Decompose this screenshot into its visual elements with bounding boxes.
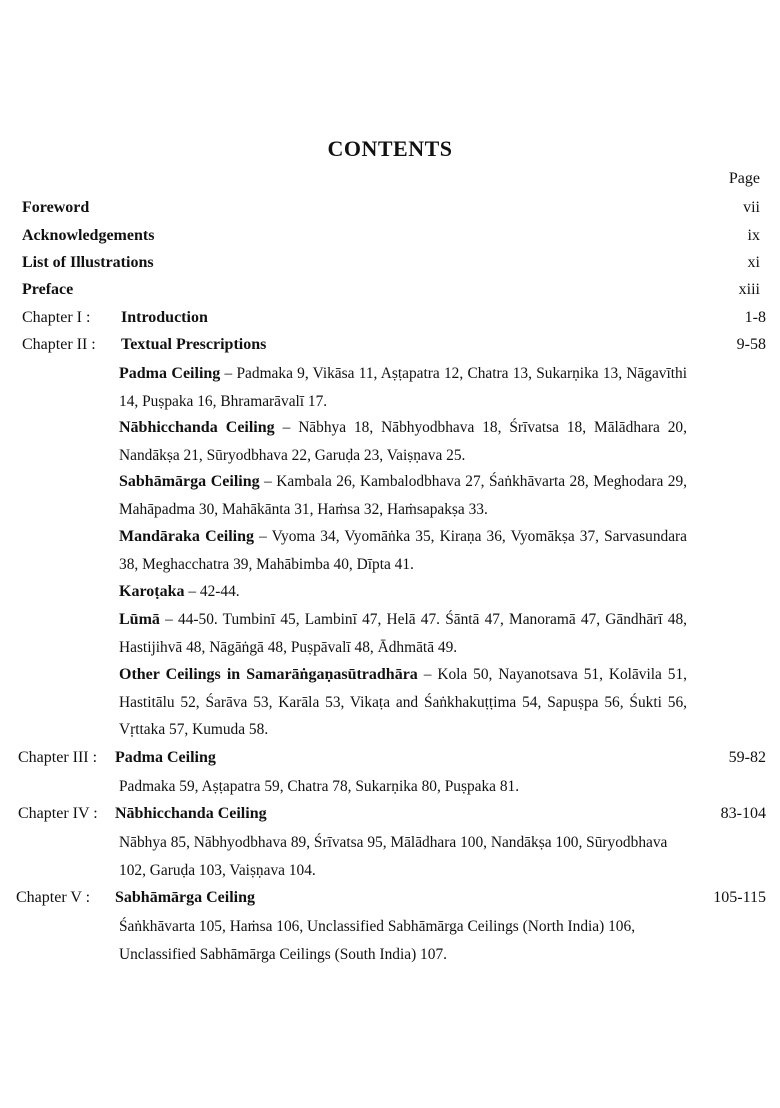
- section-text: – Padmaka 9, Vikāsa 11, Aṣṭapatra 12, Chatra 13, Sukarṇika 13, Nāgavīthi 14, Puṣpaka 16, Bhramarāvalī 17.: [119, 365, 688, 410]
- toc-entry-acknowledgements[interactable]: [0, 227, 780, 251]
- chapter-pages: 59-82: [728, 749, 766, 766]
- chapter-title: Nābhicchanda Ceiling: [115, 805, 267, 822]
- toc-chapter-2[interactable]: [0, 336, 780, 360]
- chapter-title: Padma Ceiling: [115, 749, 216, 766]
- section-other-ceilings: [119, 661, 687, 744]
- chapter-title: Sabhāmārga Ceiling: [115, 889, 256, 906]
- section-heading: Other Ceilings in Samarāṅgaṇasūtradhāra: [119, 666, 418, 683]
- section-luma: [119, 606, 687, 661]
- section-text: – Vyoma 34, Vyomāṅka 35, Kiraṇa 36, Vyomākṣa 37, Sarvasundara 38, Meghacchatra 39, Mahābimba 40, Dīpta 41.: [119, 528, 687, 573]
- entry-page: ix: [747, 227, 760, 244]
- section-heading: Nābhicchanda Ceiling: [119, 419, 275, 436]
- toc-entry-list-of-illustrations[interactable]: [0, 254, 780, 278]
- entry-label: Acknowledgements: [22, 227, 155, 244]
- section-text: – 42-44.: [188, 583, 240, 600]
- chapter-number: Chapter II :: [22, 336, 96, 353]
- section-heading: Mandāraka Ceiling: [119, 528, 255, 545]
- section-heading: Padma Ceiling: [119, 365, 221, 382]
- chapter-number: Chapter IV :: [18, 805, 98, 822]
- section-heading: Lūmā: [119, 611, 160, 628]
- chapter-title: Textual Prescriptions: [121, 336, 267, 353]
- chapter-number: Chapter III :: [18, 749, 98, 766]
- chapter-pages: 83-104: [720, 805, 766, 822]
- section-text: – Nābhya 18, Nābhyodbhava 18, Śrīvatsa 18, Mālādhara 20, Nandākṣa 21, Sūryodbhava 22, Garuḍa 23, Vaiṣṇava 25.: [119, 419, 687, 464]
- section-sabhamarga-ceiling: [119, 468, 687, 523]
- section-karotaka: [119, 578, 687, 606]
- chapter-3-subtext: Padmaka 59, Aṣṭapatra 59, Chatra 78, Sukarṇika 80, Puṣpaka 81.: [119, 778, 520, 795]
- entry-label: Preface: [22, 281, 74, 298]
- toc-chapter-3[interactable]: [0, 749, 780, 773]
- toc-entry-preface[interactable]: [0, 281, 780, 305]
- chapter-pages: 9-58: [736, 336, 766, 353]
- chapter-4-subtext: Nābhya 85, Nābhyodbhava 89, Śrīvatsa 95, Mālādhara 100, Nandākṣa 100, Sūryodbhava 102, Garuḍa 103, Vaiṣṇava 104.: [119, 834, 668, 879]
- chapter-number: Chapter V :: [16, 889, 91, 906]
- chapter-pages: 1-8: [744, 309, 766, 326]
- entry-page: xiii: [738, 281, 760, 298]
- section-text: – Kola 50, Nayanotsava 51, Kolāvila 51, Hastitālu 52, Śarāva 53, Karāla 53, Vikaṭa and Śaṅkhakuṭṭima 54, Sapuṣpa 56, Śukti 56, Vṛttaka 57, Kumuda 58.: [119, 666, 687, 739]
- toc-entry-foreword[interactable]: [0, 199, 780, 223]
- chapter-number: Chapter I :: [22, 309, 91, 326]
- section-mandaraka-ceiling: [119, 523, 687, 578]
- chapter-title: Introduction: [121, 309, 208, 326]
- section-text: – 44-50. Tumbinī 45, Lambinī 47, Helā 47. Śāntā 47, Manoramā 47, Gāndhārī 48, Hastijihvā 48, Nāgāṅgā 48, Puṣpāvalī 48, Ādhmātā 49.: [119, 611, 687, 656]
- entry-page: xi: [747, 254, 760, 271]
- toc-chapter-4[interactable]: [0, 805, 780, 829]
- section-text: – Kambala 26, Kambalodbhava 27, Śaṅkhāvarta 28, Meghodara 29, Mahāpadma 30, Mahākānta 31, Haṁsa 32, Haṁsapakṣa 33.: [119, 473, 687, 518]
- section-heading: Sabhāmārga Ceiling: [119, 473, 260, 490]
- page-title: CONTENTS: [327, 136, 453, 161]
- section-nabhicchanda-ceiling: [119, 414, 687, 469]
- chapter-5-subtext: Śaṅkhāvarta 105, Haṁsa 106, Unclassified Sabhāmārga Ceilings (North India) 106, Unclassified Sabhāmārga Ceilings (South India) 107.: [119, 918, 636, 963]
- toc-chapter-1[interactable]: [0, 309, 780, 333]
- chapter-pages: 105-115: [713, 889, 766, 906]
- section-heading: Karoṭaka: [119, 583, 185, 600]
- entry-page: vii: [743, 199, 760, 216]
- entry-label: List of Illustrations: [22, 254, 154, 271]
- entry-label: Foreword: [22, 199, 90, 216]
- toc-chapter-5[interactable]: [0, 889, 780, 913]
- page-column-header: Page: [728, 170, 760, 187]
- section-padma-ceiling: [119, 360, 687, 415]
